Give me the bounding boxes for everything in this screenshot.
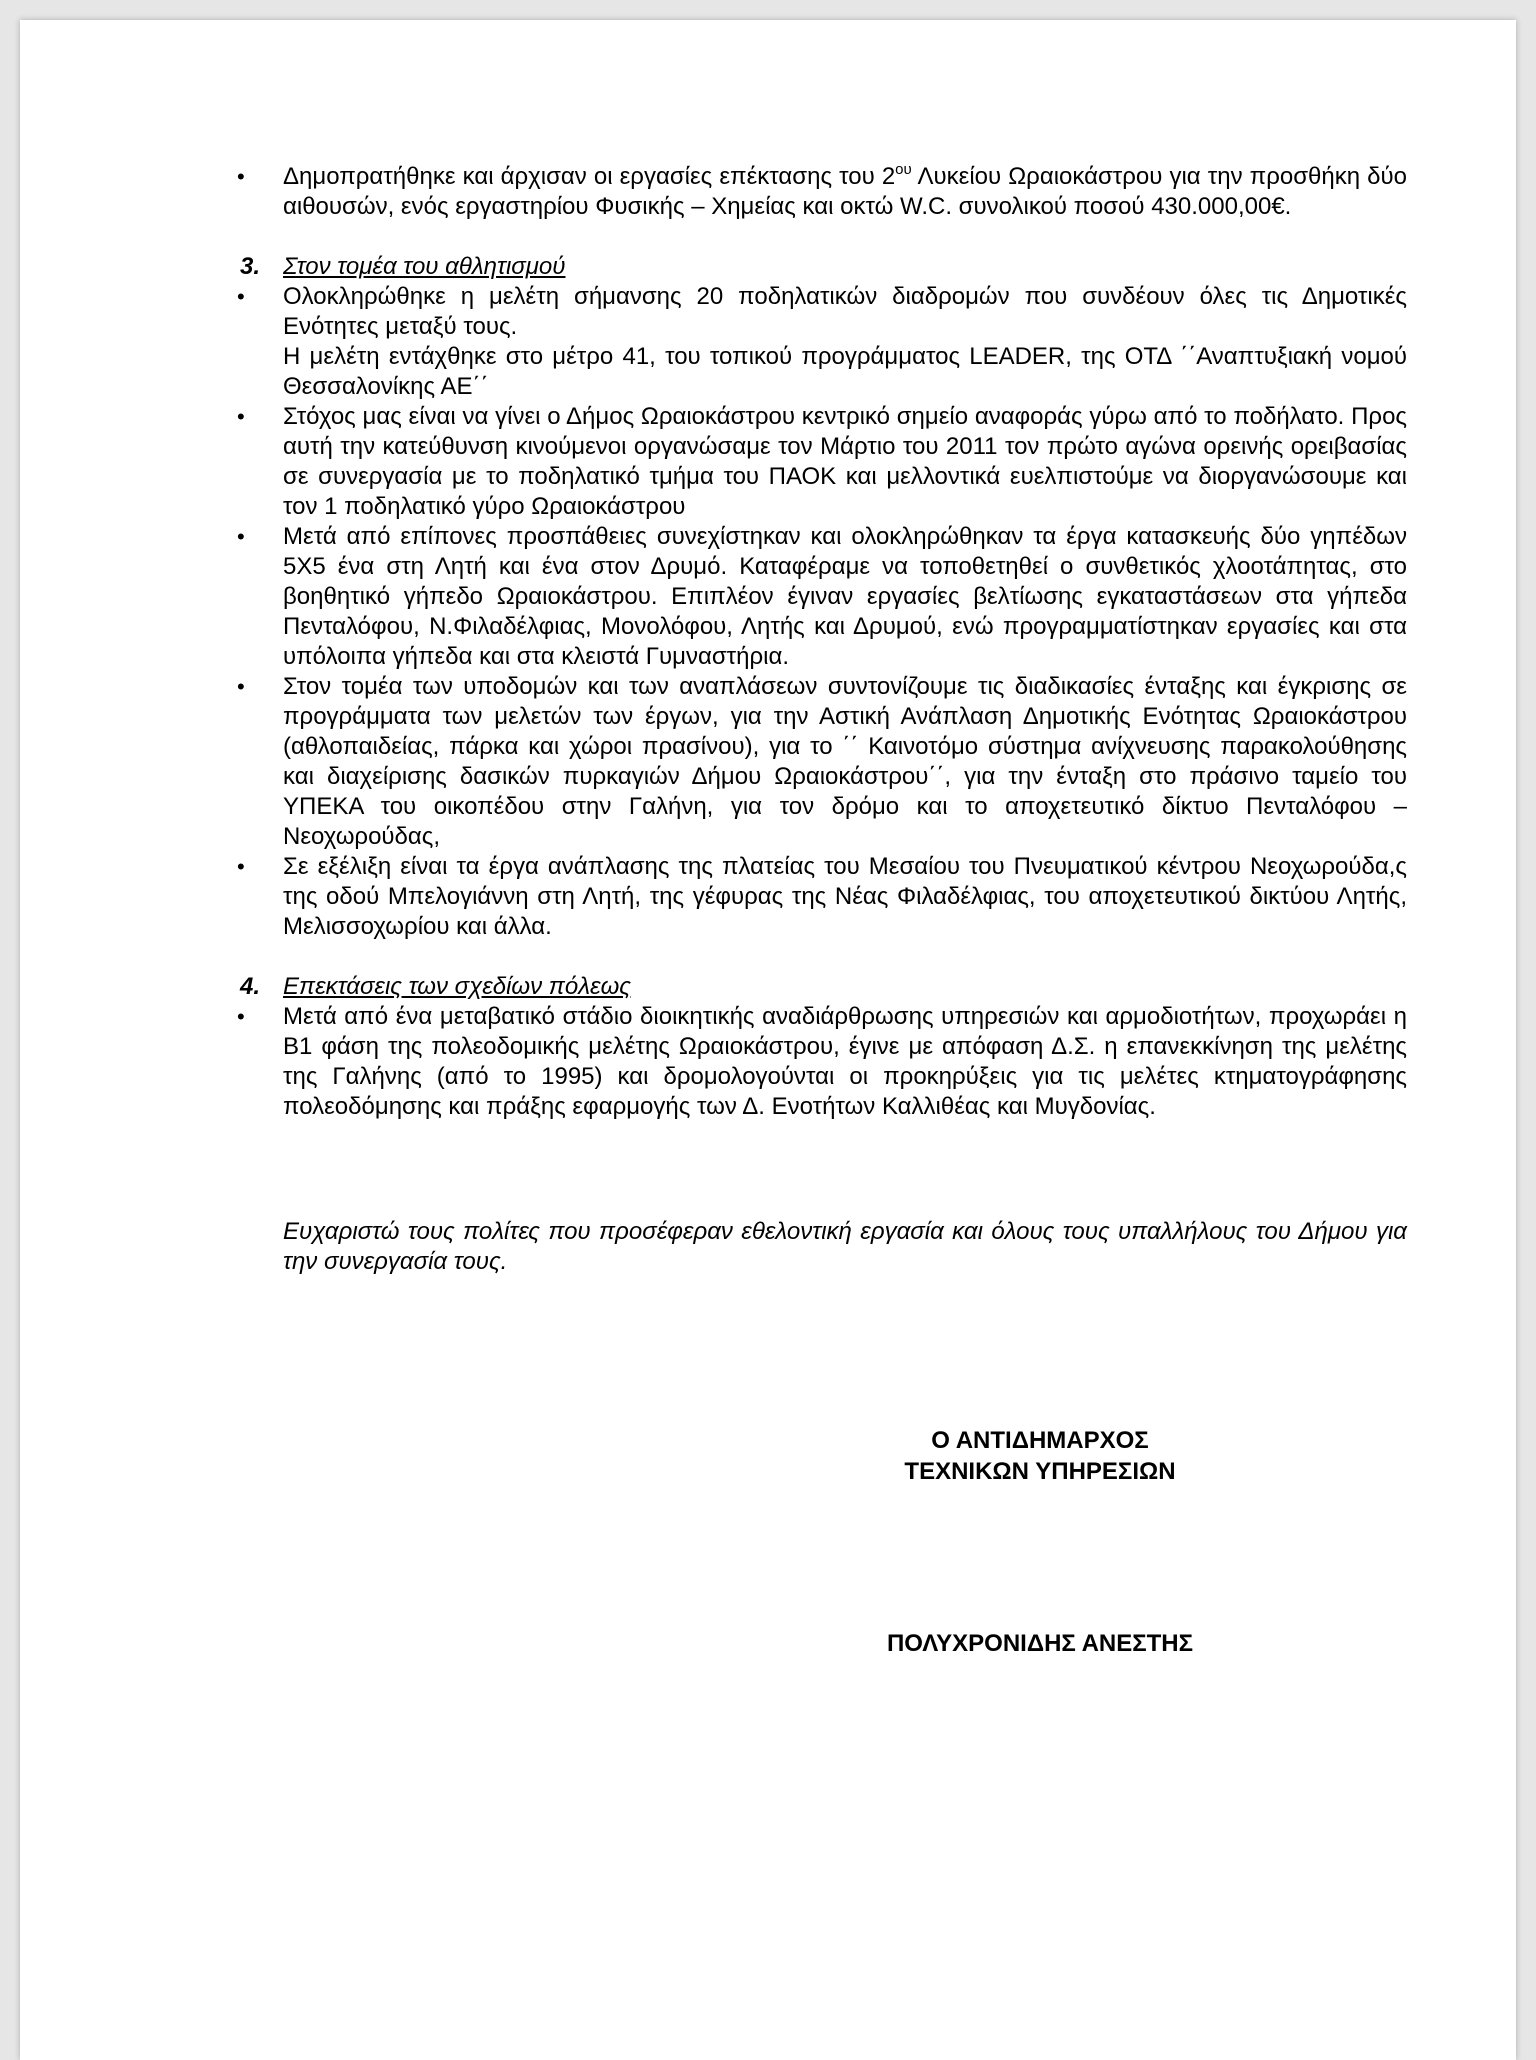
list-item xyxy=(220,1002,1407,1122)
section-number: 4. xyxy=(240,973,261,1000)
superscript: ου xyxy=(895,161,912,178)
section-number: 3. xyxy=(240,253,261,280)
signature-title xyxy=(860,1425,1220,1487)
list-item xyxy=(220,162,1407,222)
list-item xyxy=(220,522,1407,672)
bullet-icon: • xyxy=(237,1004,245,1029)
section-heading-city-plans xyxy=(220,972,1407,1002)
city-plans-bullet-list xyxy=(220,1002,1407,1122)
list-item xyxy=(220,402,1407,522)
bullet-icon: • xyxy=(237,284,245,309)
section-title: Επεκτάσεις των σχεδίων πόλεως xyxy=(283,973,631,1000)
bullet-icon: • xyxy=(237,404,245,429)
paragraph: Η μελέτη εντάχθηκε στο μέτρο 41, του τοπικού προγράμματος LEADER, της ΟΤΔ ΄΄Αναπτυξιακή νομού Θεσσαλονίκης ΑΕ΄΄ xyxy=(283,343,1407,400)
paragraph: Στον τομέα των υποδομών και των αναπλάσεων συντονίζουμε τις διαδικασίες ένταξης και έγκρισης σε προγράμματα των μελετών των έργων, για την Αστική Ανάπλαση Δημοτικής Ενότητας Ωραιοκάστρου (αθλοπαιδείας, πάρκα και χώροι πρασίνου), για το ΄΄ Καινοτόμο σύστημα ανίχνευσης παρακολούθησης και διαχείρισης δασικών πυρκαγιών Δήμου Ωραιοκάστρου΄΄, για την ένταξη στο πράσινο ταμείο του ΥΠΕΚΑ του οικοπέδου στην Γαλήνη, για τον δρόμο και το αποχετευτικό δίκτυο Πενταλόφου – Νεοχωρούδας, xyxy=(283,673,1407,850)
bullet-icon: • xyxy=(237,164,245,189)
list-item xyxy=(220,672,1407,852)
document-page xyxy=(20,20,1516,2060)
thanks-paragraph: Ευχαριστώ τους πολίτες που προσέφεραν εθελοντική εργασία και όλους τους υπαλλήλους του Δήμου για την συνεργασία τους. xyxy=(283,1218,1407,1275)
paragraph: Δημοπρατήθηκε και άρχισαν οι εργασίες επέκτασης του $2^{o\upsilon}$ Λυκείου Ωραιοκάστρου για την προσθήκη δύο αιθουσών, ενός εργαστηρίου Φυσικής – Χημείας και οκτώ W.C. συνολικού ποσού 430.000,00€. xyxy=(283,161,1408,220)
intro-bullet-list xyxy=(220,162,1407,222)
paragraph: Μετά από επίπονες προσπάθειες συνεχίστηκαν και ολοκληρώθηκαν τα έργα κατασκευής δύο γηπέδων 5Χ5 ένα στη Λητή και ένα στον Δρυμό. Καταφέραμε να τοποθετηθεί ο συνθετικός χλοοτάπητας, στο βοηθητικό γήπεδο Ωραιοκάστρου. Επιπλέον έγιναν εργασίες βελτίωσης εγκαταστάσεων στα γήπεδα Πενταλόφου, Ν.Φιλαδέλφιας, Μονολόφου, Λητής και Δρυμού, ενώ προγραμματίστηκαν εργασίες και στα υπόλοιπα γήπεδα και στα κλειστά Γυμναστήρια. xyxy=(283,523,1407,670)
signature-name: ΠΟΛΥΧΡΟΝΙΔΗΣ ΑΝΕΣΤΗΣ xyxy=(886,1630,1194,1657)
bullet-icon: • xyxy=(237,674,245,699)
signature-title-line: Ο ΑΝΤΙΔΗΜΑΡΧΟΣ xyxy=(931,1427,1149,1454)
section-heading-sports xyxy=(220,252,1407,282)
sports-bullet-list xyxy=(220,282,1407,942)
section-title: Στον τομέα του αθλητισμού xyxy=(283,253,566,280)
bullet-icon: • xyxy=(237,524,245,549)
signature-title-line: ΤΕΧΝΙΚΩΝ ΥΠΗΡΕΣΙΩΝ xyxy=(904,1458,1176,1485)
list-item xyxy=(220,852,1407,942)
paragraph: Ολοκληρώθηκε η μελέτη σήμανσης 20 ποδηλατικών διαδρομών που συνδέουν όλες τις Δημοτικές Ενότητες μεταξύ τους. xyxy=(283,283,1407,340)
paragraph: Στόχος μας είναι να γίνει ο Δήμος Ωραιοκάστρου κεντρικό σημείο αναφοράς γύρω από το ποδήλατο. Προς αυτή την κατεύθυνση κινούμενοι οργανώσαμε τον Μάρτιο του 2011 τον πρώτο αγώνα ορεινής ορειβασίας σε συνεργασία με το ποδηλατικό τμήμα του ΠΑΟΚ και μελλοντικά ευελπιστούμε να διοργανώσουμε και τον 1 ποδηλατικό γύρο Ωραιοκάστρου xyxy=(283,403,1407,520)
list-item xyxy=(220,282,1407,402)
paragraph: Σε εξέλιξη είναι τα έργα ανάπλασης της πλατείας του Μεσαίου του Πνευματικού κέντρου Νεοχωρούδα,ς της οδού Μπελογιάννη στη Λητή, της γέφυρας της Νέας Φιλαδέλφιας, του αποχετευτικού δικτύου Λητής, Μελισσοχωρίου και άλλα. xyxy=(283,853,1407,940)
bullet-icon: • xyxy=(237,854,245,879)
paragraph: Μετά από ένα μεταβατικό στάδιο διοικητικής αναδιάρθρωσης υπηρεσιών και αρμοδιοτήτων, προχωράει η Β1 φάση της πολεοδομικής μελέτης Ωραιοκάστρου, έγινε με απόφαση Δ.Σ. η επανεκκίνηση της μελέτης της Γαλήνης (από το 1995) και δρομολογούνται οι προκηρύξεις για τις μελέτες κτηματογράφησης πολεοδόμησης και πράξης εφαρμογής των Δ. Ενοτήτων Καλλιθέας και Μυγδονίας. xyxy=(283,1003,1407,1120)
document-body xyxy=(220,162,1407,1277)
